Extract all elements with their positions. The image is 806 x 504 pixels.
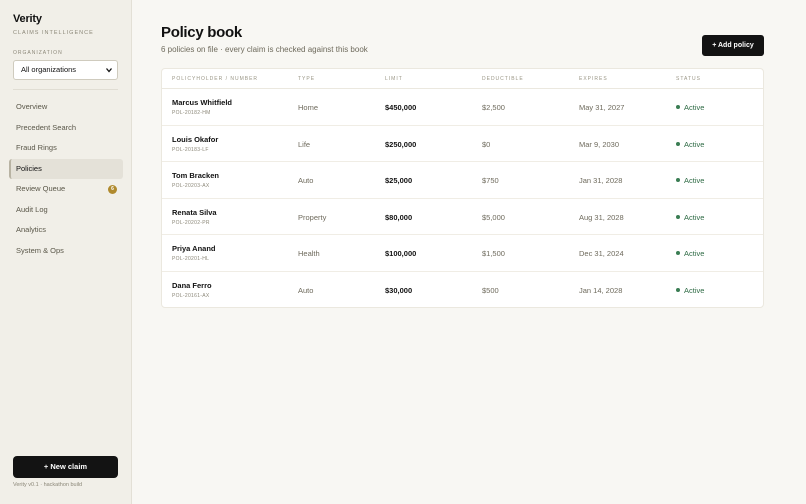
status-text: Active xyxy=(684,249,705,258)
table-row[interactable] xyxy=(162,162,763,199)
table-row[interactable] xyxy=(162,89,763,126)
sidebar-divider xyxy=(13,89,118,90)
organization-select[interactable] xyxy=(13,60,118,80)
status-dot-icon xyxy=(676,215,680,219)
status-dot-icon xyxy=(676,178,680,182)
status-badge xyxy=(676,213,704,222)
policyholder-name: Louis Okafor xyxy=(172,134,219,144)
column-header-type: TYPE xyxy=(298,76,316,82)
sidebar-item-analytics[interactable] xyxy=(9,220,123,241)
policy-number: POL-20201-HL xyxy=(172,256,210,262)
policyholder-name: Renata Silva xyxy=(172,207,217,217)
sidebar-item-label: Analytics xyxy=(16,225,47,234)
policy-deductible: $0 xyxy=(482,139,491,149)
policy-expires: Mar 9, 2030 xyxy=(579,139,620,149)
policy-limit: $25,000 xyxy=(385,176,413,185)
sidebar-item-label: Review Queue xyxy=(16,184,66,193)
review-queue-count-badge: 6 xyxy=(108,185,117,194)
page-title: Policy book xyxy=(161,24,242,41)
status-text: Active xyxy=(684,212,705,222)
policy-table xyxy=(161,68,764,308)
column-header-expires: EXPIRES xyxy=(579,76,608,82)
add-policy-button[interactable]: + Add policy xyxy=(702,35,764,56)
sidebar xyxy=(0,0,132,504)
policy-type: Auto xyxy=(298,285,314,295)
status-text: Active xyxy=(684,176,705,185)
policy-deductible: $2,500 xyxy=(482,103,505,112)
column-header-limit: LIMIT xyxy=(385,76,403,82)
sidebar-item-review-queue[interactable] xyxy=(9,179,123,200)
chevron-down-icon xyxy=(105,66,113,74)
table-row[interactable] xyxy=(162,235,763,272)
status-badge xyxy=(676,286,704,295)
policyholder-name: Marcus Whitfield xyxy=(172,98,233,107)
table-row[interactable] xyxy=(162,199,763,236)
policy-number: POL-20161-AX xyxy=(172,292,210,299)
status-text: Active xyxy=(684,103,705,112)
sidebar-item-system-ops[interactable] xyxy=(9,241,123,262)
status-dot-icon xyxy=(676,251,680,255)
status-text: Active xyxy=(684,139,705,149)
policy-deductible: $5,000 xyxy=(482,212,505,222)
status-badge xyxy=(676,176,704,185)
new-claim-button[interactable]: + New claim xyxy=(13,456,118,478)
policy-number: POL-20182-HM xyxy=(172,110,211,116)
status-dot-icon xyxy=(676,142,680,146)
policy-type: Health xyxy=(298,249,320,258)
policy-deductible: $750 xyxy=(482,176,499,185)
policy-type: Life xyxy=(298,139,311,149)
policy-number: POL-20203-AX xyxy=(172,183,210,189)
policy-limit: $80,000 xyxy=(385,212,413,222)
status-dot-icon xyxy=(676,288,680,292)
brand-name: Verity xyxy=(13,13,42,25)
sidebar-item-policies[interactable] xyxy=(9,159,123,180)
table-row[interactable] xyxy=(162,272,763,309)
status-badge xyxy=(676,249,704,258)
column-header-name: POLICYHOLDER / NUMBER xyxy=(172,76,259,82)
policy-type: Auto xyxy=(298,176,314,185)
status-badge xyxy=(676,103,704,112)
sidebar-item-precedent-search[interactable] xyxy=(9,118,123,139)
sidebar-item-label: Policies xyxy=(16,163,42,173)
policy-expires: Jan 31, 2028 xyxy=(579,176,623,185)
policy-type: Property xyxy=(298,212,327,222)
policy-limit: $250,000 xyxy=(385,139,417,149)
table-header xyxy=(162,69,763,89)
sidebar-item-fraud-rings[interactable] xyxy=(9,138,123,159)
page-subtitle: 6 policies on file · every claim is checked against this book xyxy=(161,45,368,54)
sidebar-item-overview[interactable] xyxy=(9,97,123,118)
policyholder-name: Priya Anand xyxy=(172,244,216,253)
status-badge xyxy=(676,140,704,149)
version-text: Verity v0.1 · hackathon build xyxy=(13,482,83,488)
policy-number: POL-20202-PR xyxy=(172,219,210,226)
policy-deductible: $1,500 xyxy=(482,249,505,258)
sidebar-item-label: Precedent Search xyxy=(16,122,77,132)
brand-tagline: CLAIMS INTELLIGENCE xyxy=(13,30,94,36)
policy-limit: $100,000 xyxy=(385,249,417,258)
sidebar-item-label: Overview xyxy=(16,102,48,111)
policyholder-name: Dana Ferro xyxy=(172,280,212,290)
sidebar-item-label: Audit Log xyxy=(16,204,48,214)
policy-expires: Jan 14, 2028 xyxy=(579,285,623,295)
status-dot-icon xyxy=(676,105,680,109)
sidebar-item-audit-log[interactable] xyxy=(9,200,123,221)
sidebar-item-label: System & Ops xyxy=(16,245,64,255)
column-header-status: STATUS xyxy=(676,76,701,82)
sidebar-nav xyxy=(9,97,123,261)
status-text: Active xyxy=(684,285,705,295)
sidebar-item-label: Fraud Rings xyxy=(16,143,57,152)
policy-expires: Aug 31, 2028 xyxy=(579,212,624,222)
policy-limit: $30,000 xyxy=(385,285,413,295)
policy-limit: $450,000 xyxy=(385,103,417,112)
organization-label: ORGANIZATION xyxy=(13,50,63,56)
policyholder-name: Tom Bracken xyxy=(172,171,219,180)
policy-number: POL-20183-LF xyxy=(172,146,209,153)
policy-expires: Dec 31, 2024 xyxy=(579,249,624,258)
organization-selected-value: All organizations xyxy=(21,65,77,74)
policy-deductible: $500 xyxy=(482,285,499,295)
table-row[interactable] xyxy=(162,126,763,163)
policy-expires: May 31, 2027 xyxy=(579,103,625,112)
policy-type: Home xyxy=(298,103,319,112)
column-header-deductible: DEDUCTIBLE xyxy=(482,76,524,82)
